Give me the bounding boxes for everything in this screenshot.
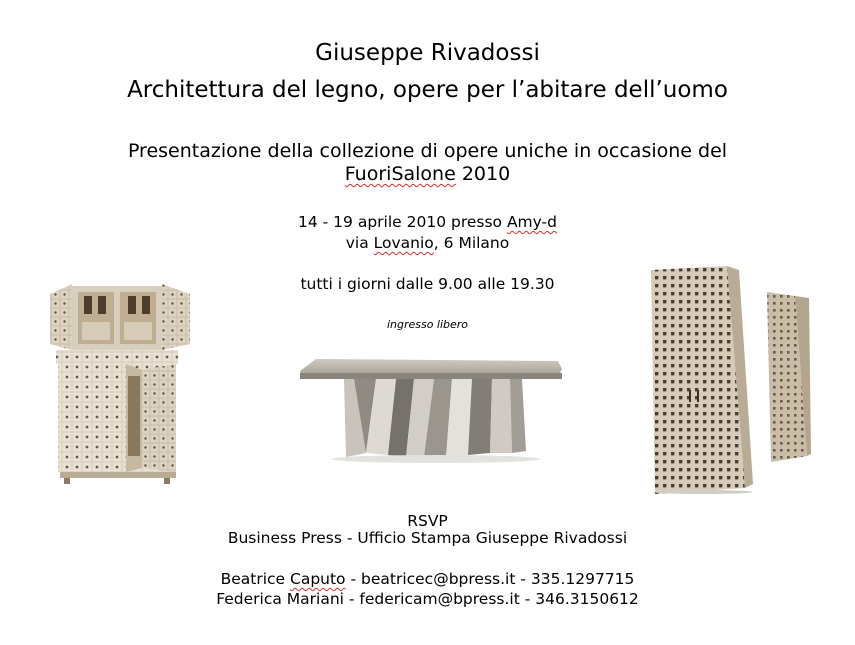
address-suffix: , 6 Milano bbox=[433, 234, 510, 252]
fuorisalone-word: FuoriSalone bbox=[344, 163, 456, 185]
rsvp-label: RSVP bbox=[407, 512, 448, 530]
contact-beatrice bbox=[0, 570, 855, 588]
contact-first-name: Beatrice bbox=[220, 570, 290, 588]
presentation-line-2 bbox=[0, 163, 855, 185]
exhibition-subtitle: Architettura del legno, opere per l’abitare dell’uomo bbox=[127, 77, 728, 103]
cabinet-photo bbox=[42, 272, 192, 492]
contact-surname: Caputo bbox=[290, 570, 346, 588]
address-prefix: via bbox=[345, 234, 374, 252]
street-name: Lovanio bbox=[373, 234, 434, 252]
year-text: 2010 bbox=[455, 163, 511, 185]
event-address bbox=[0, 234, 855, 252]
table-photo bbox=[296, 357, 564, 467]
venue-name: Amy-d bbox=[506, 213, 557, 231]
free-entry: ingresso libero bbox=[386, 318, 469, 331]
opening-hours: tutti i giorni dalle 9.00 alle 19.30 bbox=[300, 275, 555, 293]
event-dates bbox=[0, 213, 855, 231]
presentation-line-1: Presentazione della collezione di opere uniche in occasione del bbox=[127, 140, 728, 162]
screen-photo bbox=[645, 258, 815, 494]
contact-details[interactable]: - beatricec@bpress.it - 335.1297715 bbox=[345, 570, 635, 588]
designer-name: Giuseppe Rivadossi bbox=[315, 40, 540, 66]
dates-text: 14 - 19 aprile 2010 presso bbox=[298, 213, 507, 231]
press-office: Business Press - Ufficio Stampa Giuseppe Rivadossi bbox=[227, 529, 628, 547]
contact-federica[interactable]: Federica Mariani - federicam@bpress.it - 346.3150612 bbox=[216, 590, 639, 608]
